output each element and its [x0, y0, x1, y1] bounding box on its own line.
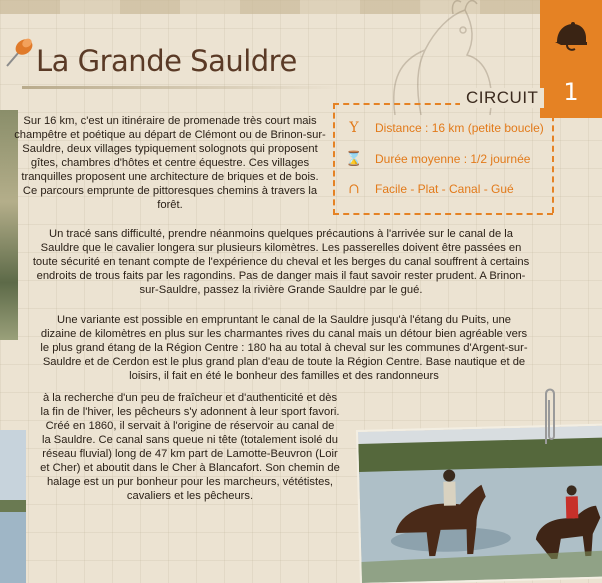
canal-paragraph: à la recherche d'un peu de fraîcheur et d'authenticité et dès la fin de l'hiver, les pêcheurs s'y adonnent à leur sport favori. Créé en 1860, il servait à l'origine de réservoir au canal de la Sauldre. Ce canal sans queue ni tête (totalement isolé du réseau fluvial) long de 47 km part de Lamotte-Beuvron (Loir et Cher) et aboutit dans le Cher à Blancafort. Son chemin de halage est un pur bonheur pour les marcheurs, vététistes, cavaliers et les pêcheurs. [40, 392, 340, 502]
intro-paragraph: Sur 16 km, c'est un itinéraire de promenade très court mais champêtre et poétique au départ de Clémont ou de Brinon-sur-Sauldre, deux villages typiquement solognots qui proposent gîtes, chambres d'hôtes et centre équestre. Ces villages tranquilles proposent une architecture de briques et de bois. Ce parcours emprunte de pittoresques chemins à travers la forêt. [14, 115, 326, 211]
title-underline [22, 86, 342, 89]
section-tab [540, 0, 602, 118]
circuit-label: CIRCUIT [460, 88, 544, 108]
section-number: 1 [563, 78, 579, 106]
page-title: La Grande Sauldre [36, 44, 297, 78]
horseshoe-icon: ∩ [348, 181, 360, 197]
variant-paragraph: Une variante est possible en empruntant le canal de la Sauldre jusqu'à l'étang du Puits, une dizaine de kilomètres en plus sur les charmantes rives du canal mais un détour bien agréable vers le plus grand étang de la Région Centre : 180 ha au total à cheval sur les communes d'Argent-sur-Sauldre et de Cerdon est le plus grand plan d'eau de toute la Région Centre. Base nautique et de loisirs, il fait en été le bonheur des familles et des randonneurs [40, 314, 528, 382]
hourglass-icon: ⌛ [345, 151, 363, 167]
left-photo-bottom [0, 430, 26, 583]
riding-helmet-icon [553, 18, 589, 54]
difficulty-text: Facile - Plat - Canal - Gué [375, 182, 514, 196]
distance-icon: Y [349, 120, 359, 136]
route-paragraph: Un tracé sans difficulté, prendre néanmoins quelques précautions à l'arrivée sur le canal de la Sauldre que le cavalier longera sur plusieurs kilomètres. Les passerelles doivent être passées en toute sécurité en tenant compte de l'expérience du cheval et les berges du canal souffrent à certains endroits de trous faits par les ragondins. Pas de danger mais il faut savoir rester prudent. A Brinon-sur-Sauldre, passez la rivière Grande Sauldre par le gué. [32, 228, 530, 296]
pushpin-icon [3, 34, 37, 70]
distance-row [345, 120, 544, 136]
duration-row [345, 151, 530, 167]
distance-text: Distance : 16 km (petite boucle) [375, 121, 544, 135]
difficulty-row [345, 181, 514, 197]
paperclip-icon [540, 384, 560, 450]
riders-crossing-river-photo [358, 426, 602, 583]
duration-text: Durée moyenne : 1/2 journée [375, 152, 531, 166]
